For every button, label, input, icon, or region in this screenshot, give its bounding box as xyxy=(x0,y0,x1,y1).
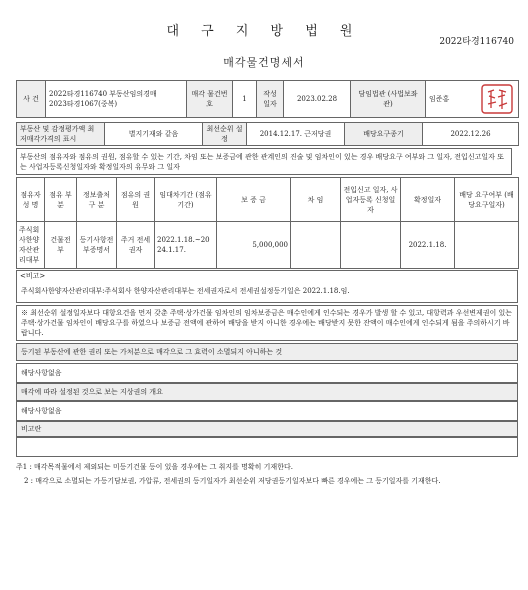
property-table xyxy=(16,122,519,146)
item-no-label: 매각 물건번호 xyxy=(187,81,233,118)
case-value-line2: 2023타경1067(중복) xyxy=(49,100,118,108)
occupancy-intro-note: 부동산의 점유자와 점유의 권원, 점유할 수 있는 기간, 차임 또는 보증금에 관한 관계인의 진술 및 임차인이 있는 경우 배당요구 여부와 그 일자, 전입신고일자 또는 사업자등록신청일자와 확정일자의 유무와 그 일자 xyxy=(16,148,512,175)
header-fixed-date: 확정일자 xyxy=(401,178,455,222)
footnote-2: 2 : 매각으로 소멸되는 가등기담보권, 가압류, 전세권의 등기일자가 최선순위 저당권등기일자보다 빠른 경우에는 그 등기일자를 기재한다. xyxy=(24,477,441,485)
case-value xyxy=(46,81,187,118)
case-label: 사 건 xyxy=(17,81,46,118)
header-occupant-name: 점유자 성 명 xyxy=(17,178,45,222)
header-occupied-part: 점유 부분 xyxy=(45,178,77,222)
extinguish-value: 해당사항없음 xyxy=(16,363,518,383)
remarks-value xyxy=(16,437,518,457)
cell-rent xyxy=(291,222,341,269)
price-label: 부동산 및 감정평가액 최저매각가격의 표시 xyxy=(17,123,105,146)
bigo-label: <비고> xyxy=(16,270,518,281)
superficies-label: 매각에 따라 설정된 것으로 보는 지상권의 개요 xyxy=(16,383,518,401)
occupancy-header-row xyxy=(17,178,519,222)
header-info-source: 정보출처 구 분 xyxy=(77,178,117,222)
priority-label: 최선순위 설정 xyxy=(203,123,247,146)
cell-fixed-date: 2022.1.18. xyxy=(401,222,455,269)
extinguish-label: 등기된 부동산에 관한 권리 또는 가처분으로 매각으로 그 효력이 소멸되지 아니하는 것 xyxy=(16,343,518,361)
occupancy-table xyxy=(16,177,519,269)
header-deposit: 보 증 금 xyxy=(217,178,291,222)
cell-move-in-date xyxy=(341,222,401,269)
header-rent: 차 임 xyxy=(291,178,341,222)
header-dividend-request: 배당 요구여부 (배당요구일자) xyxy=(455,178,519,222)
court-seal-icon xyxy=(480,82,514,116)
cell-deposit: 5,000,000 xyxy=(217,222,291,269)
header-move-in-date: 전입신고 일자, 사업자등록 신청일자 xyxy=(341,178,401,222)
date-value: 2023.02.28 xyxy=(284,81,351,118)
cell-info-source: 등기사항전부증명서 xyxy=(77,222,117,269)
cell-occupied-part: 건물전부 xyxy=(45,222,77,269)
cell-lease-period: 2022.1.18.~2024.1.17. xyxy=(155,222,217,269)
document-title: 매각물건명세서 xyxy=(223,56,305,69)
header-title: 점유의 권 원 xyxy=(117,178,155,222)
remarks-label: 비고란 xyxy=(16,421,518,437)
case-number: 2022타경116740 xyxy=(439,37,514,47)
date-label: 작성 일자 xyxy=(257,81,284,118)
deadline-label: 배당요구종기 xyxy=(345,123,423,146)
judge-name: 임준홍 xyxy=(429,95,450,103)
warning-notice: ※ 최선순위 설정일자보다 대항요건을 먼저 갖춘 주택·상가건물 임차인의 임차보증금은 매수인에게 인수되는 경우가 발생 할 수 있고, 대항력과 우선변제권이 있는 주택·상가건물 임차인이 배당요구를 하였으나 보증금 전액에 관하여 배당을 받지 아니한 경우에는 배당받지 못한 잔액이 매수인에게 인수되게 됨을 주의하시기 바랍니다. xyxy=(16,305,518,341)
header-lease-period: 임대차기간 (점유기간) xyxy=(155,178,217,222)
court-name: 대 구 지 방 법 원 xyxy=(166,24,362,39)
case-info-table xyxy=(16,80,519,118)
deadline-value: 2022.12.26 xyxy=(423,123,519,146)
table-row xyxy=(17,222,519,269)
cell-dividend-request xyxy=(455,222,519,269)
cell-occupant-name: 주식회사한양자산관리대부 xyxy=(17,222,45,269)
priority-value: 2014.12.17. 근저당권 xyxy=(247,123,345,146)
judge-label: 담임법관 (사법보좌관) xyxy=(351,81,426,118)
case-value-line1: 2022타경116740 부동산임의경매 xyxy=(49,90,157,98)
superficies-value: 해당사항없음 xyxy=(16,401,518,421)
item-no-value: 1 xyxy=(233,81,257,118)
footnote-1: 주1 : 매각목적물에서 제외되는 미등기건물 등이 있을 경우에는 그 취지를 명확히 기재한다. xyxy=(16,463,293,471)
bigo-text: 주식회사한양자산관리대부:주식회사 한양자산관리대부는 전세권자로서 전세권설정등기일은 2022.1.18.임. xyxy=(16,281,518,303)
price-value: 별지기재와 같음 xyxy=(105,123,203,146)
cell-title: 주거 전세권자 xyxy=(117,222,155,269)
